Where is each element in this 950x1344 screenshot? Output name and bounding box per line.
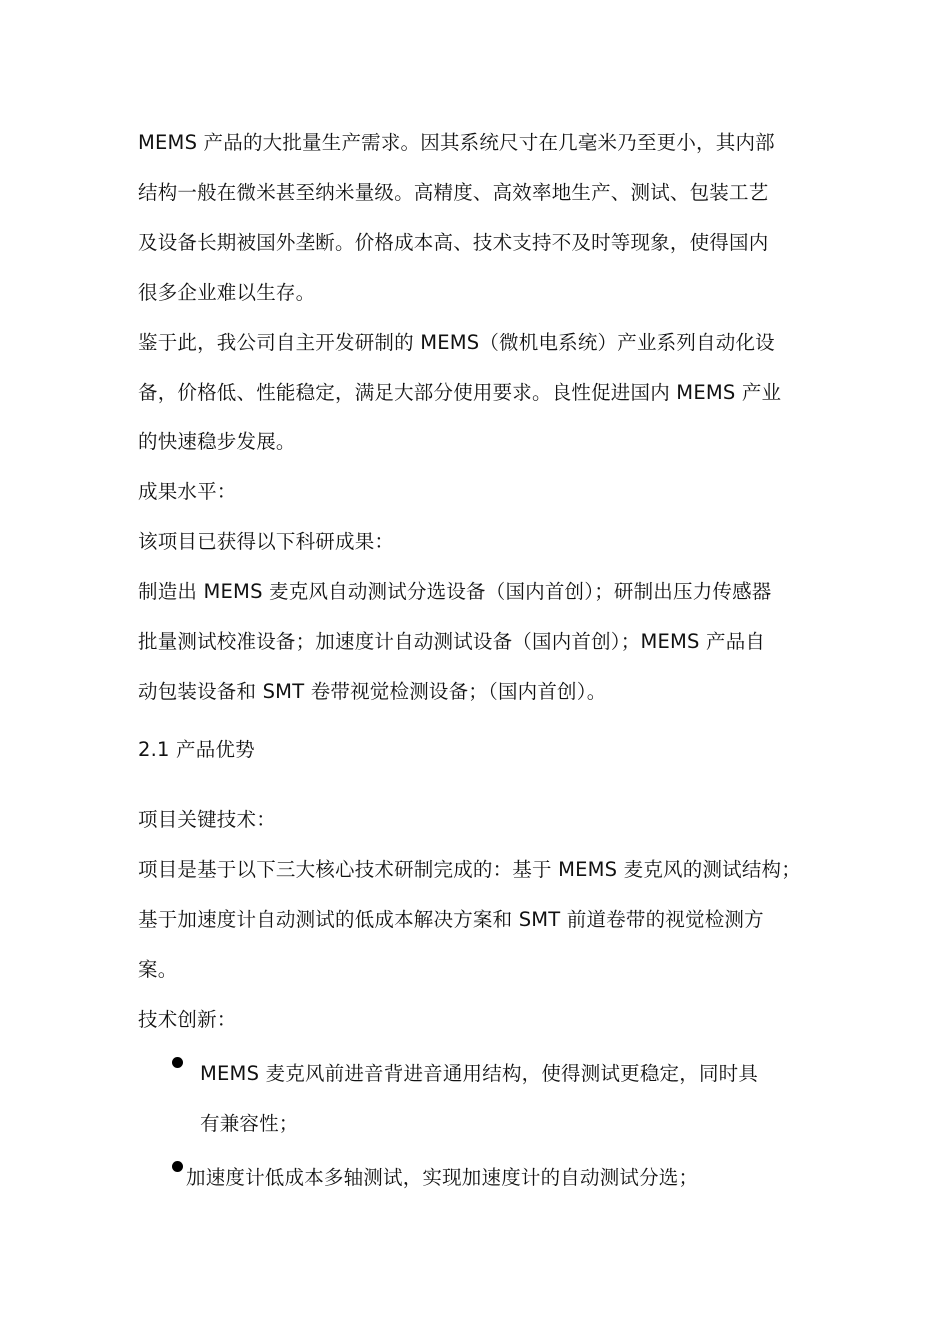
achievement-intro: 该项目已获得以下科研成果： <box>138 530 395 553</box>
achievement-heading: 成果水平： <box>138 480 237 503</box>
key-tech-line: 项目是基于以下三大核心技术研制完成的：基于 MEMS 麦克风的测试结构； <box>138 858 801 881</box>
bullet-dot-icon <box>172 1057 183 1068</box>
bullet-item-line: MEMS 麦克风前进音背进音通用结构，使得测试更稳定，同时具 <box>200 1062 759 1085</box>
bullet-item-line: 有兼容性； <box>200 1112 299 1135</box>
key-tech-line: 基于加速度计自动测试的低成本解决方案和 SMT 前道卷带的视觉检测方 <box>138 908 764 931</box>
paragraph-line: 备，价格低、性能稳定，满足大部分使用要求。良性促进国内 MEMS 产业 <box>138 381 782 404</box>
paragraph-line: 很多企业难以生存。 <box>138 281 316 304</box>
section-heading: 2.1 产品优势 <box>138 738 255 761</box>
achievement-line: 制造出 MEMS 麦克风自动测试分选设备（国内首创）；研制出压力传感器 <box>138 580 772 603</box>
bullet-dot-icon <box>172 1161 183 1172</box>
innovation-heading: 技术创新： <box>138 1008 237 1031</box>
key-tech-heading: 项目关键技术： <box>138 808 276 831</box>
paragraph-line: 结构一般在微米甚至纳米量级。高精度、高效率地生产、测试、包装工艺 <box>138 181 769 204</box>
achievement-line: 动包装设备和 SMT 卷带视觉检测设备；（国内首创）。 <box>138 680 607 703</box>
paragraph-line: MEMS 产品的大批量生产需求。因其系统尺寸在几毫米乃至更小，其内部 <box>138 131 775 154</box>
key-tech-line: 案。 <box>138 958 178 981</box>
paragraph-line: 及设备长期被国外垄断。价格成本高、技术支持不及时等现象，使得国内 <box>138 231 769 254</box>
paragraph-line: 鉴于此，我公司自主开发研制的 MEMS（微机电系统）产业系列自动化设 <box>138 331 775 354</box>
paragraph-line: 的快速稳步发展。 <box>138 430 296 453</box>
achievement-line: 批量测试校准设备；加速度计自动测试设备（国内首创）；MEMS 产品自 <box>138 630 766 653</box>
bullet-item-line: 加速度计低成本多轴测试，实现加速度计的自动测试分选； <box>186 1166 699 1189</box>
